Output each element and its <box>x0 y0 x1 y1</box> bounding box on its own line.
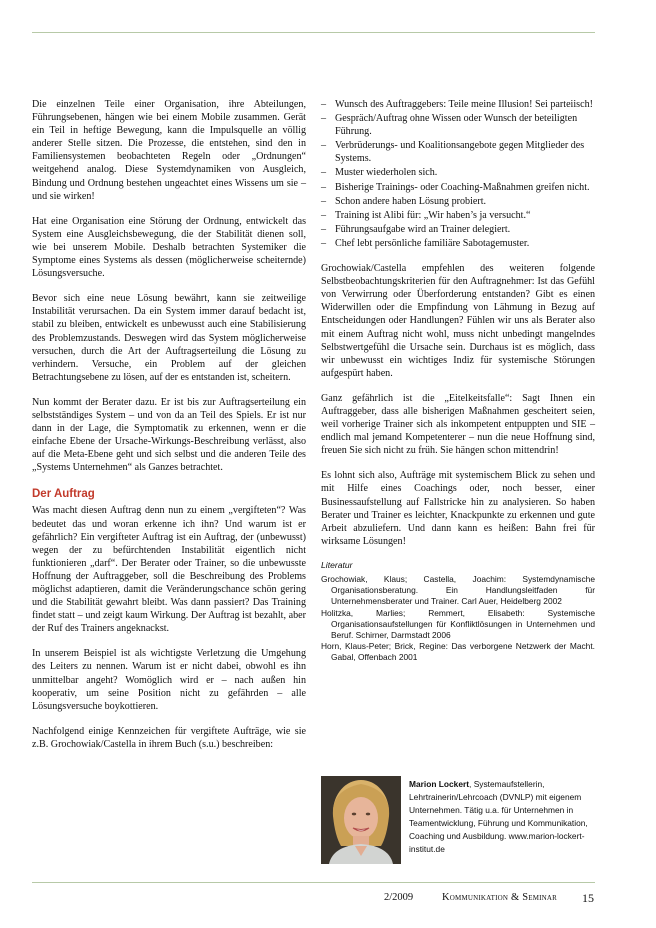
paragraph: Was macht diesen Auftrag denn nun zu einem „vergifteten“? Was bedeutet das und woran erkenne ich ihn? Und warum ist er gefährlich? Ein vergifteter Auftrag ist ein Auftrag, der (unbewusst) wegen der zu befürchtenden Instabilität eigentlich nicht funktionieren „darf“. Der Berater oder Trainer, so die unbewusste Hoffnung der Auftraggeber, soll die Beschreibung des Problems möglichst adaptieren, damit die Veränderungschance schön gering und die Stabilität gewahrt bleibt. Was dann passiert? Das Training findet statt – und zeigt kaum Wirkung. Der Auftrag ist bezahlt, aber der Ruf des Trainers angeknackst. <box>32 505 306 635</box>
list-item: – Bisherige Trainings- oder Coaching-Maßnahmen greifen nicht. <box>321 181 590 193</box>
list-item: – Training ist Alibi für: „Wir haben’s ja versucht.“ <box>321 209 531 221</box>
paragraph: Nun kommt der Berater dazu. Er ist bis zur Auftragserteilung ein selbstständiges System – und von da an Teil des Spiels. Er ist nur dann in der Lage, die Symptomatik zu erkennen, wenn er die einfache Ebene der Ursache-Wirkungs-Beschreibung verlässt, also auf die Meta-Ebene geht und sich selbst und die anderen Teile des „Systems Unternehmen“ als Ganzes betrachtet. <box>32 396 306 474</box>
list-item: – Gespräch/Auftrag ohne Wissen oder Wunsch der beteiligten Führung. <box>321 113 578 138</box>
literature-entry: Grochowiak, Klaus; Castella, Joachim: Systemdynamische Organisationsberatung. Ein Handlungsleitfaden für Unternehmensberater und Trainer. Carl Auer, Heidelberg 2002 <box>321 573 595 607</box>
list-item: – Wunsch des Auftraggebers: Teile meine Illusion! Sei parteiisch! <box>321 99 593 110</box>
portrait-image <box>321 776 401 864</box>
list-item: – Führungsaufgabe wird an Trainer delegiert. <box>321 223 511 235</box>
author-photo <box>321 776 401 864</box>
paragraph: Bevor sich eine neue Lösung bewährt, kann sie zeitweilige Instabilität verursachen. Da ein System immer darauf bedacht ist, stabil zu bleiben, entwickelt es unbewusst auch eine Stabilisierung des Problemzustands. Deswegen wird das System möglicherweise versuchen, durch die Art der Auftragserteilung die Lösung zu verhindern. Versuche, ein Problem auf der gleichen Betrachtungsebene zu lösen, auf der es entstanden ist, scheitern. <box>32 293 306 383</box>
author-bio <box>409 778 595 855</box>
page-number: 15 <box>582 891 594 905</box>
paragraph: Hat eine Organisation eine Störung der Ordnung, entwickelt das System eine Ausgleichsbewegung, die der Stabilität dienen soll, wie bei unserem Mobile. Deshalb betrachten Systemiker die Symptome eines Systems als dessen (möglicherweise scheiternde) Lösungsversuche. <box>32 215 306 280</box>
literature-entry: Holitzka, Marlies; Remmert, Elisabeth: Systemische Organisationsaufstellungen für Konfliktlösungen in Unternehmen und Beruf. Schirner, Darmstadt 2006 <box>321 607 595 640</box>
author-description: , Systemaufstellerin, Lehrtrainerin/Lehrcoach (DVNLP) mit eigenem Unternehmen. Tätig u.a. für Unternehmen in Teamentwicklung, Führung und Kommunikation, Coaching und Ausbildung. www.marion-lockert-institut.de <box>409 779 588 854</box>
list-item: – Muster wiederholen sich. <box>321 167 438 179</box>
paragraph: Es lohnt sich also, Aufträge mit systemischem Blick zu sehen und mit Hilfe eines Coachings oder, noch besser, einer Businessaufstellung auf Fallstricke hin zu analysieren. So haben Berater und Trainer es leichter, Knackpunkte zu erkennen und gute Arbeit abzuliefern. Und dann kann es heißen: Bahn frei für wirksame Lösungen! <box>321 470 595 547</box>
paragraph: Die einzelnen Teile einer Organisation, ihre Abteilungen, Führungsebenen, hängen wie bei einem Mobile zusammen. Gerät ein Teil in heftige Bewegung, kann die Impulsquelle an völlig anderer Stelle sitzen. Die Prozesse, die entstehen, sind den in Familiensystemen beobachteten Regeln oder „Ordnungen“ weitgehend analog. Diese Systemdynamiken von Ausgleich, Bindung und Ordnung bestehen ungeachtet eines Wissens um sie – und sie wirken! <box>32 99 306 202</box>
page-footer <box>32 892 595 906</box>
paragraph: In unserem Beispiel ist als wichtigste Verletzung die Umgehung des Leiters zu nennen. Warum ist er nicht dabei, obwohl es ihn unmittelbar angeht? Womöglich wird er – nach außen hin kooperativ, um seine Position nicht zu gefährden – alle Lösungsversuche boykottieren. <box>32 648 306 712</box>
literature-heading: Literatur <box>321 559 353 570</box>
section-heading: Der Auftrag <box>32 488 95 501</box>
list-item: – Verbrüderungs- und Koalitionsangebote gegen Mitglieder des Systems. <box>321 140 585 165</box>
issue-number: 2/2009 <box>384 892 414 903</box>
author-box <box>321 776 595 864</box>
paragraph: Ganz gefährlich ist die „Eitelkeitsfalle“: Sagt Ihnen ein Auftraggeber, dass alle bisherigen Maßnahmen gescheitert seien, weil vorherige Trainer sich als inkompetent entpuppten und SIE – endlich mal jemand Kompetenterer – nun die neue Hoffnung sind, freuen Sie sich nicht zu früh. Sie hängen schon mittendrin! <box>321 392 595 457</box>
list-item: – Chef lebt persönliche familiäre Sabotagemuster. <box>321 237 530 249</box>
left-column <box>32 98 306 763</box>
top-rule <box>32 32 595 33</box>
paragraph: Nachfolgend einige Kennzeichen für vergiftete Aufträge, wie sie z.B. Grochowiak/Castella in ihrem Buch (s.u.) beschreiben: <box>32 725 306 750</box>
list-item: – Schon andere haben Lösung probiert. <box>321 195 487 207</box>
paragraph: Grochowiak/Castella empfehlen des weiteren folgende Selbstbeobachtungskriterien für den Auftragnehmer: Ist das Gefühl von Verwirrung oder Überforderung entstanden? Gibt es einen Widerwillen oder die Empfindung von Lähmung in Bezug auf Entscheidungen oder Handlungen? Fühlen wir uns als Berater also mit einem Auftrag nicht wohl, muss nicht unbedingt mangelndes Selbstwertgefühl die Ursache sein. Durchaus ist es möglich, dass wir unbewusst ein wichtiges Indiz für systemische Störungen aufgespürt haben. <box>321 263 595 379</box>
magazine-title: Kommunikation & Seminar <box>442 892 558 903</box>
author-name: Marion Lockert <box>409 779 470 789</box>
criteria-list <box>321 98 595 250</box>
literature-entry: Horn, Klaus-Peter; Brick, Regine: Das verborgene Netzwerk der Macht. Gabal, Offenbach 2001 <box>321 641 595 663</box>
bottom-rule <box>32 882 595 883</box>
right-column <box>321 98 595 664</box>
